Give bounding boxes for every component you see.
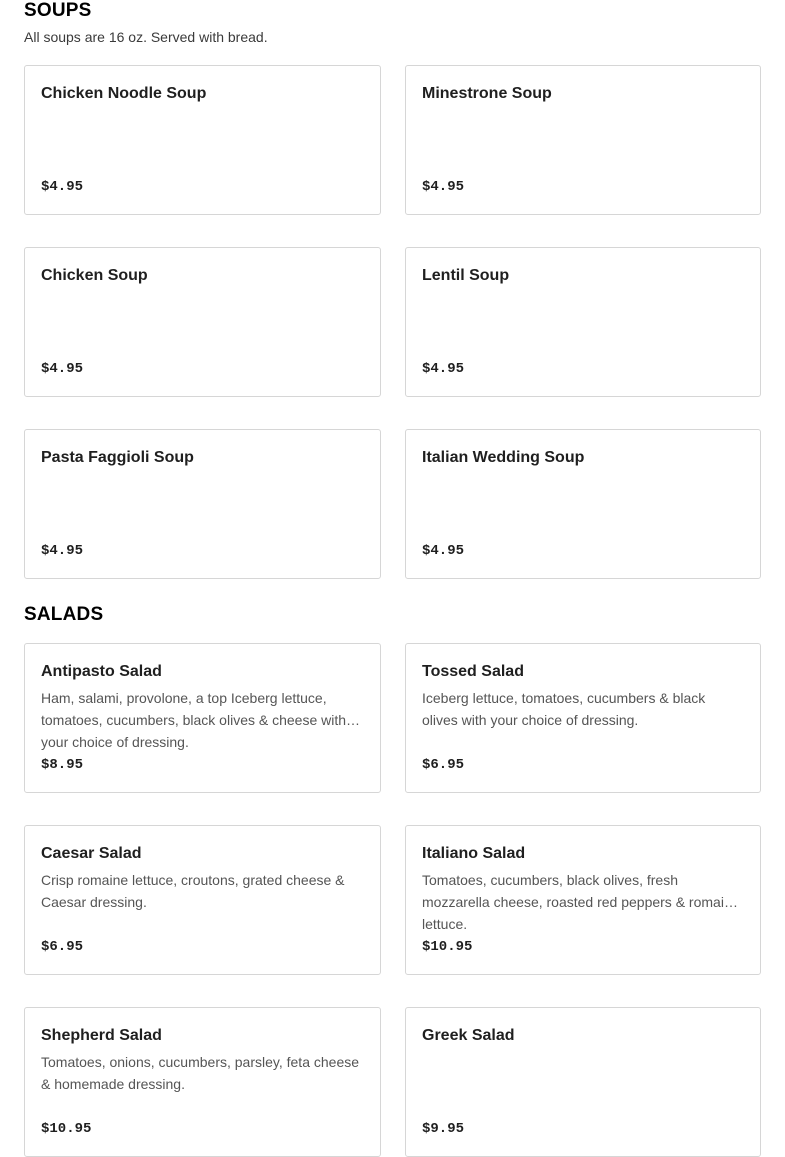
menu-item-name: Pasta Faggioli Soup bbox=[41, 449, 194, 466]
menu-item-price: $4.95 bbox=[422, 179, 465, 195]
menu-item-name: Italian Wedding Soup bbox=[422, 449, 585, 466]
menu-item-name: Chicken Noodle Soup bbox=[41, 85, 207, 102]
soups-section bbox=[24, 0, 761, 559]
soups-subtitle: All soups are 16 oz. Served with bread. bbox=[24, 29, 268, 45]
menu-item-price: $8.95 bbox=[41, 757, 84, 773]
menu-item-name: Greek Salad bbox=[422, 1027, 515, 1044]
menu-item-price: $4.95 bbox=[41, 361, 84, 377]
menu-item-price: $10.95 bbox=[422, 939, 473, 955]
menu-item-card[interactable] bbox=[405, 643, 761, 793]
salads-heading: SALADS bbox=[24, 604, 104, 625]
menu-item-name: Minestrone Soup bbox=[422, 85, 552, 102]
menu-item-name: Antipasto Salad bbox=[41, 663, 162, 680]
menu-item-card[interactable] bbox=[24, 65, 381, 215]
menu-item-card[interactable] bbox=[24, 247, 381, 397]
salads-section bbox=[24, 604, 761, 1137]
menu-item-name: Lentil Soup bbox=[422, 267, 510, 284]
menu-item-description: Tomatoes, cucumbers, black olives, fresh mozzarella cheese, roasted red peppers & romaine lettuce. bbox=[422, 872, 740, 932]
menu-item-name: Caesar Salad bbox=[41, 845, 142, 862]
menu-item-name: Shepherd Salad bbox=[41, 1027, 162, 1044]
menu-item-card[interactable] bbox=[405, 825, 761, 975]
menu-item-description: Iceberg lettuce, tomatoes, cucumbers & black olives with your choice of dressing. bbox=[422, 690, 706, 728]
salads-grid bbox=[24, 643, 761, 1157]
menu-item-description: Crisp romaine lettuce, croutons, grated cheese & Caesar dressing. bbox=[41, 872, 345, 910]
soups-heading: SOUPS bbox=[24, 0, 92, 21]
menu-item-card[interactable] bbox=[24, 429, 381, 579]
menu-item-name: Tossed Salad bbox=[422, 663, 524, 680]
menu-item-price: $4.95 bbox=[41, 179, 84, 195]
menu-item-card[interactable] bbox=[24, 1007, 381, 1157]
menu-item-price: $4.95 bbox=[422, 361, 465, 377]
menu-item-price: $10.95 bbox=[41, 1121, 92, 1137]
menu-item-name: Italiano Salad bbox=[422, 845, 526, 862]
menu-item-price: $4.95 bbox=[422, 543, 465, 559]
menu-item-description: Ham, salami, provolone, a top Iceberg lettuce, tomatoes, cucumbers, black olives & cheese with your choice of dressing. bbox=[41, 690, 347, 750]
menu-item-card[interactable] bbox=[24, 825, 381, 975]
menu-item-description: Tomatoes, onions, cucumbers, parsley, feta cheese & homemade dressing. bbox=[41, 1054, 360, 1092]
menu-item-price: $4.95 bbox=[41, 543, 84, 559]
menu-item-card[interactable] bbox=[405, 247, 761, 397]
menu-item-name: Chicken Soup bbox=[41, 267, 148, 284]
menu-item-card[interactable] bbox=[24, 643, 381, 793]
soups-grid bbox=[24, 65, 761, 579]
menu-item-card[interactable] bbox=[405, 429, 761, 579]
menu-item-price: $6.95 bbox=[41, 939, 84, 955]
menu-item-card[interactable] bbox=[405, 1007, 761, 1157]
menu-item-price: $9.95 bbox=[422, 1121, 465, 1137]
menu-item-price: $6.95 bbox=[422, 757, 465, 773]
menu-item-card[interactable] bbox=[405, 65, 761, 215]
